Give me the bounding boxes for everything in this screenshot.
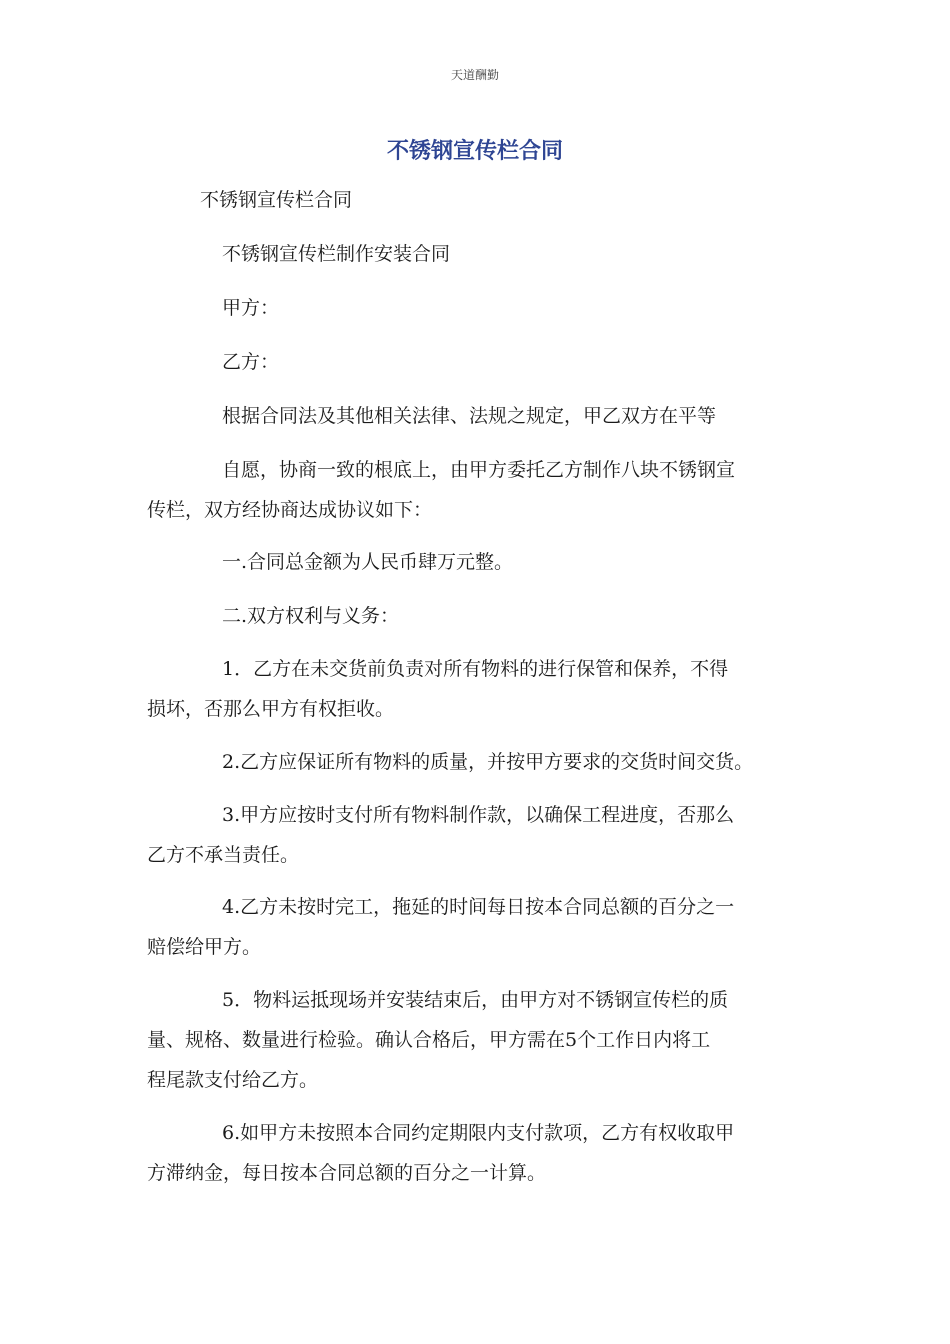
paragraph-6 [147,542,812,582]
paragraph-2 [147,288,812,328]
paragraph-line: 不锈钢宣传栏制作安装合同 [222,243,451,265]
paragraph-5 [147,450,812,530]
paragraph-line: 程尾款支付给乙方。 [147,1069,319,1091]
paragraph-line: 4.乙方未按时完工，拖延的时间每日按本合同总额的百分之一 [222,896,735,918]
paragraph-line: 乙方不承当责任。 [147,844,300,866]
paragraph-line: 乙方： [222,351,280,373]
paragraph-line: 3.甲方应按时支付所有物料制作款，以确保工程进度，否那么 [222,804,735,826]
paragraph-line: 方滞纳金，每日按本合同总额的百分之一计算。 [147,1162,547,1184]
paragraph-4 [147,396,812,436]
paragraph-10 [147,795,812,875]
paragraph-line: 传栏，双方经协商达成协议如下： [147,499,433,521]
paragraph-1 [147,234,812,274]
paragraph-line: 1．乙方在未交货前负责对所有物料的进行保管和保养，不得 [222,658,729,680]
paragraph-line: 6.如甲方未按照本合同约定期限内支付款项，乙方有权收取甲 [222,1122,735,1144]
paragraph-9 [147,742,812,782]
paragraph-line: 损坏，否那么甲方有权拒收。 [147,698,395,720]
paragraph-0 [147,180,812,220]
paragraph-3 [147,342,812,382]
paragraph-11 [147,887,812,967]
paragraph-line: 甲方： [222,297,280,319]
paragraph-8 [147,649,812,729]
paragraph-7 [147,596,812,636]
paragraph-line: 量、规格、数量进行检验。确认合格后，甲方需在5个工作日内将工 [147,1029,711,1051]
paragraph-12 [147,980,812,1100]
page-header: 天道酬勤 [450,68,499,82]
paragraph-line: 不锈钢宣传栏合同 [200,189,353,211]
document-title: 不锈钢宣传栏合同 [386,139,563,164]
paragraph-line: 一.合同总金额为人民币肆万元整。 [222,551,514,573]
paragraph-13 [147,1113,812,1193]
paragraph-line: 根据合同法及其他相关法律、法规之规定，甲乙双方在平等 [222,405,717,427]
paragraph-line: 5．物料运抵现场并安装结束后，由甲方对不锈钢宣传栏的质 [222,989,729,1011]
paragraph-line: 赔偿给甲方。 [147,936,262,958]
paragraph-line: 二.双方权利与义务： [222,605,400,627]
paragraph-line: 自愿，协商一致的根底上，由甲方委托乙方制作八块不锈钢宣 [222,459,736,481]
paragraph-line: 2.乙方应保证所有物料的质量，并按甲方要求的交货时间交货。 [222,751,754,773]
